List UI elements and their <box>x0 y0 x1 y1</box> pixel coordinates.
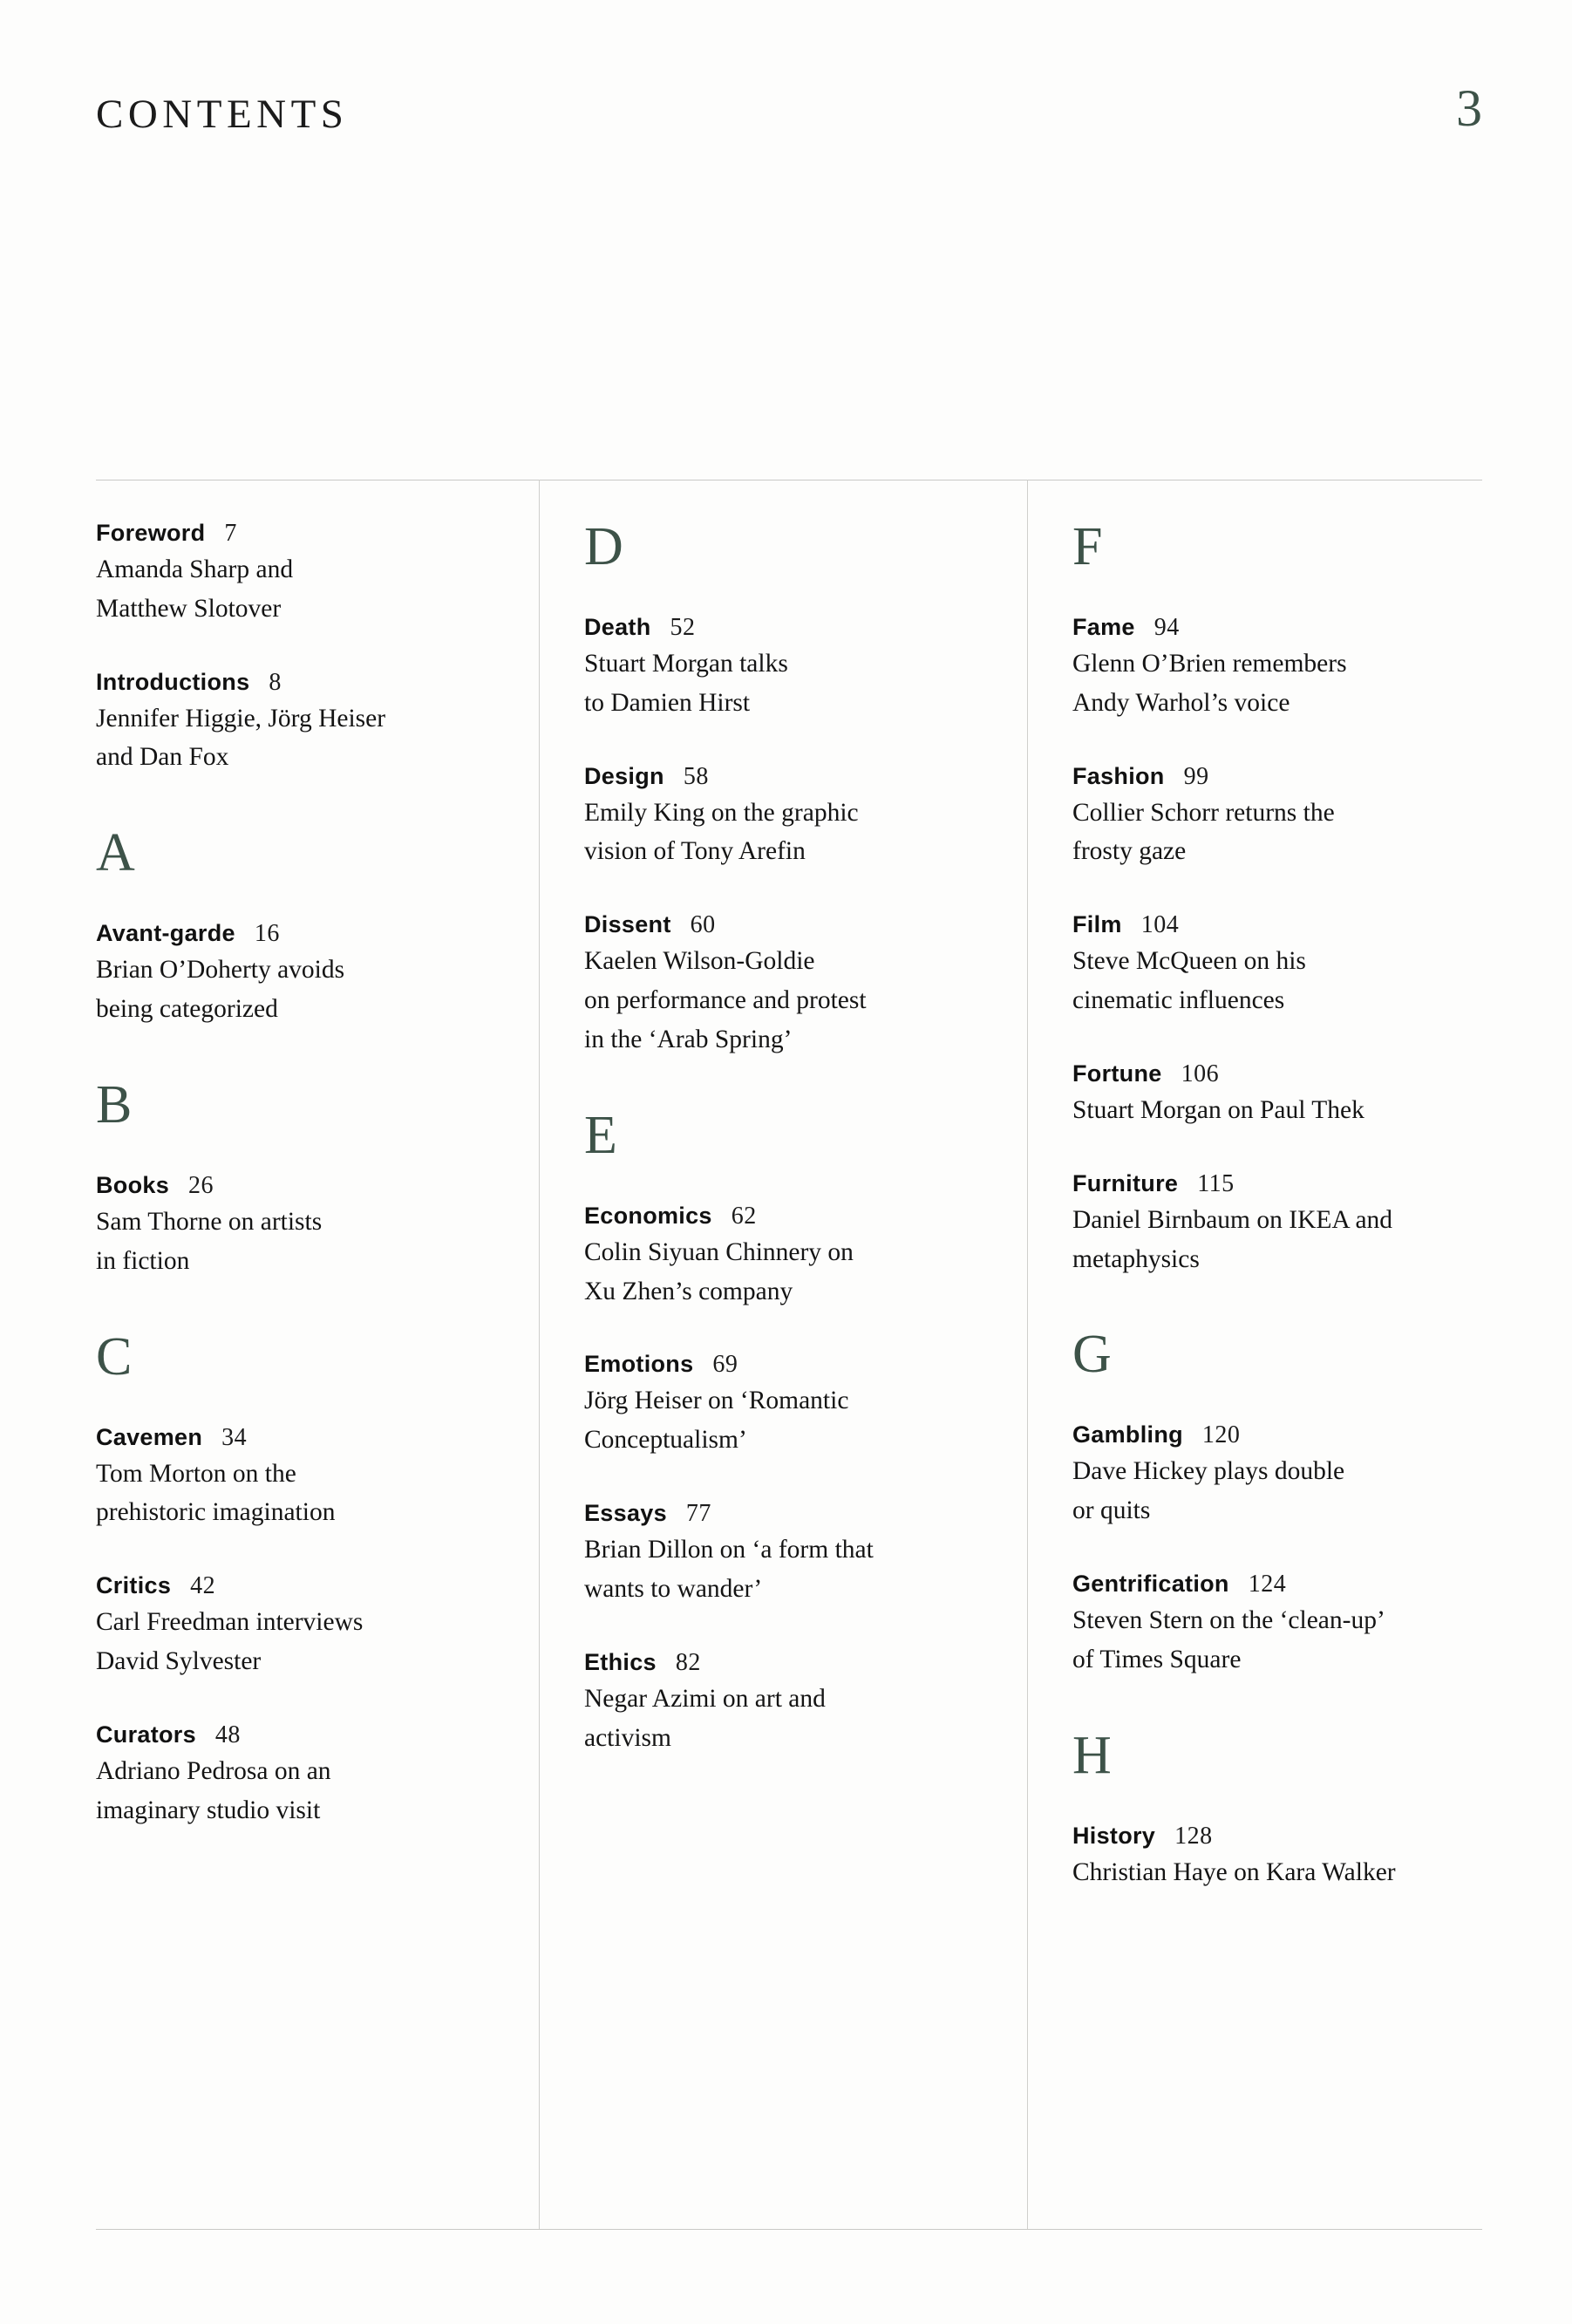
toc-entry-description-line: Negar Azimi on art and <box>584 1684 826 1713</box>
toc-entry-page-number: 128 <box>1174 1822 1213 1850</box>
toc-entry-description-line: metaphysics <box>1072 1244 1200 1273</box>
toc-entry[interactable] <box>1072 911 1515 1020</box>
toc-entry-description-line: Christian Haye on Kara Walker <box>1072 1857 1396 1886</box>
toc-entry-description-line: Stuart Morgan talks <box>584 650 788 678</box>
toc-entry[interactable] <box>96 669 539 778</box>
toc-entry-term: Fortune <box>1072 1060 1162 1087</box>
toc-entry-page-number: 94 <box>1153 614 1180 641</box>
toc-entry-term: Design <box>584 762 664 789</box>
toc-entry-description-line: Amanda Sharp and <box>96 555 294 583</box>
toc-entry-term: Critics <box>96 1572 172 1599</box>
toc-entry-head <box>1072 1060 1515 1088</box>
toc-entry[interactable] <box>584 614 1027 723</box>
toc-entry-description <box>1072 1853 1500 1892</box>
toc-entry-description <box>96 1752 523 1830</box>
toc-entry[interactable] <box>1072 1060 1515 1130</box>
toc-entry-description-line: being categorized <box>96 995 278 1024</box>
toc-entry-head <box>1072 1170 1515 1198</box>
contents-column-2 <box>584 517 1027 1892</box>
toc-entry[interactable] <box>96 520 539 629</box>
toc-entry-page-number: 48 <box>214 1721 241 1748</box>
toc-entry-description <box>96 1455 523 1533</box>
toc-entry-description-line: prehistoric imagination <box>96 1498 336 1527</box>
toc-entry-head <box>584 1351 1027 1379</box>
toc-entry-description-line: imaginary studio visit <box>96 1796 321 1824</box>
letter-heading-b: B <box>96 1074 133 1135</box>
toc-entry-description-line: Steve McQueen on his <box>1072 947 1306 976</box>
toc-entry-page-number: 77 <box>685 1500 711 1528</box>
toc-entry[interactable] <box>1072 763 1515 872</box>
toc-entry-description <box>584 1381 1011 1460</box>
toc-entry-head <box>584 911 1027 939</box>
toc-entry[interactable] <box>584 911 1027 1059</box>
toc-entry-page-number: 99 <box>1183 762 1209 790</box>
toc-entry-description-line: Conceptualism’ <box>584 1426 747 1455</box>
toc-entry-term: Books <box>96 1171 170 1198</box>
toc-entry-page-number: 58 <box>683 762 709 790</box>
toc-entry-description-line: Tom Morton on the <box>96 1459 296 1488</box>
toc-entry-description-line: Dave Hickey plays double <box>1072 1457 1345 1486</box>
letter-heading-e: E <box>584 1105 617 1165</box>
toc-entry-description <box>1072 644 1500 723</box>
toc-entry-description-line: in fiction <box>96 1246 190 1275</box>
toc-entry-page-number: 60 <box>690 911 716 939</box>
bottom-divider-rule <box>96 2229 1482 2230</box>
toc-entry[interactable] <box>584 1351 1027 1460</box>
toc-entry-description-line: Jörg Heiser on ‘Romantic <box>584 1387 849 1415</box>
toc-entry-head <box>96 1424 539 1452</box>
toc-entry-term: Fashion <box>1072 762 1165 789</box>
toc-entry-term: Death <box>584 614 651 640</box>
toc-entry-page-number: 69 <box>712 1351 738 1379</box>
toc-entry-description-line: Brian O’Doherty avoids <box>96 956 345 985</box>
toc-entry[interactable] <box>1072 1823 1515 1892</box>
toc-entry-head <box>584 1203 1027 1230</box>
toc-entry-term: Essays <box>584 1500 667 1527</box>
toc-entry-description <box>584 1233 1011 1312</box>
toc-entry-term: Dissent <box>584 911 671 938</box>
toc-entry-term: Ethics <box>584 1648 657 1675</box>
page-number: 3 <box>1456 79 1482 137</box>
toc-entry-term: Curators <box>96 1721 196 1748</box>
toc-entry-page-number: 106 <box>1181 1060 1220 1087</box>
toc-entry-page-number: 52 <box>670 614 696 641</box>
toc-entry-term: Foreword <box>96 520 206 546</box>
letter-heading-f: F <box>1072 517 1103 576</box>
toc-entry-description-line: wants to wander’ <box>584 1574 763 1603</box>
toc-entry-head <box>1072 1421 1515 1449</box>
toc-entry-page-number: 115 <box>1197 1169 1235 1197</box>
letter-heading-a: A <box>96 823 135 883</box>
toc-entry-description-line: Sam Thorne on artists <box>96 1207 323 1236</box>
toc-entry-description <box>1072 1601 1500 1680</box>
contents-columns <box>96 517 1482 1892</box>
toc-entry[interactable] <box>96 1572 539 1681</box>
toc-entry-page-number: 62 <box>731 1202 757 1230</box>
toc-entry-page-number: 120 <box>1201 1421 1241 1449</box>
toc-entry-term: History <box>1072 1822 1156 1849</box>
toc-entry-page-number: 8 <box>269 668 282 696</box>
toc-entry-description-line: Collier Schorr returns the <box>1072 798 1335 827</box>
toc-entry[interactable] <box>96 1424 539 1533</box>
toc-entry-head <box>96 920 539 948</box>
toc-entry[interactable] <box>96 1172 539 1281</box>
toc-entry-description-line: to Damien Hirst <box>584 688 751 717</box>
toc-entry[interactable] <box>584 1500 1027 1609</box>
toc-entry[interactable] <box>96 1721 539 1830</box>
toc-entry[interactable] <box>1072 1571 1515 1680</box>
toc-entry[interactable] <box>584 1203 1027 1312</box>
toc-entry-description <box>584 1680 1011 1758</box>
letter-heading-h: H <box>1072 1725 1112 1785</box>
toc-entry-description-line: activism <box>584 1723 671 1752</box>
toc-entry-description-line: Glenn O’Brien remembers <box>1072 650 1347 678</box>
toc-entry-description-line: or quits <box>1072 1496 1151 1525</box>
toc-entry-description-line: Daniel Birnbaum on IKEA and <box>1072 1205 1393 1234</box>
toc-entry-page-number: 7 <box>224 520 237 547</box>
toc-entry-description <box>96 699 523 778</box>
letter-heading-g: G <box>1072 1325 1112 1385</box>
toc-entry-page-number: 104 <box>1140 911 1180 939</box>
toc-entry-description-line: vision of Tony Arefin <box>584 837 806 866</box>
toc-entry-page-number: 16 <box>254 920 280 948</box>
toc-entry-description <box>584 644 1011 723</box>
page-title: CONTENTS <box>96 92 349 137</box>
toc-entry-head <box>96 1172 539 1200</box>
toc-entry-description-line: on performance and protest <box>584 986 867 1015</box>
toc-entry-head <box>584 763 1027 791</box>
toc-entry-page-number: 26 <box>188 1171 214 1199</box>
toc-entry-description-line: Brian Dillon on ‘a form that <box>584 1536 874 1564</box>
toc-entry-head <box>1072 614 1515 642</box>
toc-entry-description <box>1072 942 1500 1020</box>
toc-entry-description <box>584 942 1011 1059</box>
toc-entry-description <box>1072 1201 1500 1279</box>
toc-entry-term: Film <box>1072 911 1122 938</box>
toc-entry[interactable] <box>584 763 1027 872</box>
toc-entry-description-line: Andy Warhol’s voice <box>1072 688 1290 717</box>
toc-entry-description <box>1072 1452 1500 1530</box>
toc-entry-description <box>96 951 523 1029</box>
toc-entry-description <box>96 1603 523 1681</box>
toc-entry-description-line: David Sylvester <box>96 1647 262 1676</box>
toc-entry-term: Cavemen <box>96 1423 203 1450</box>
contents-column-3 <box>1072 517 1515 1892</box>
toc-entry-description-line: Matthew Slotover <box>96 594 282 623</box>
page-header <box>96 79 1482 164</box>
toc-entry-head <box>1072 763 1515 791</box>
toc-entry[interactable] <box>1072 1170 1515 1279</box>
toc-entry-description-line: in the ‘Arab Spring’ <box>584 1025 793 1053</box>
toc-entry-term: Emotions <box>584 1351 694 1378</box>
toc-entry-description-line: Emily King on the graphic <box>584 798 859 827</box>
toc-entry[interactable] <box>584 1649 1027 1758</box>
toc-entry-head <box>96 1572 539 1600</box>
toc-entry-description <box>584 794 1011 872</box>
toc-entry-page-number: 124 <box>1248 1571 1287 1598</box>
contents-column-1 <box>96 520 539 1892</box>
toc-entry-description-line: Stuart Morgan on Paul Thek <box>1072 1095 1364 1124</box>
toc-entry-head <box>1072 1823 1515 1850</box>
toc-entry-page-number: 34 <box>221 1423 248 1451</box>
toc-entry-head <box>96 669 539 697</box>
toc-entry-description-line: Adriano Pedrosa on an <box>96 1756 331 1785</box>
toc-entry-description-line: Carl Freedman interviews <box>96 1608 364 1637</box>
toc-entry-term: Introductions <box>96 668 250 695</box>
toc-entry-head <box>584 614 1027 642</box>
toc-entry[interactable] <box>1072 1421 1515 1530</box>
toc-entry-description-line: Xu Zhen’s company <box>584 1277 793 1305</box>
toc-entry-term: Avant-garde <box>96 920 235 947</box>
toc-entry-page-number: 42 <box>190 1572 216 1600</box>
toc-entry-description-line: Steven Stern on the ‘clean-up’ <box>1072 1606 1385 1635</box>
toc-entry-description-line: Colin Siyuan Chinnery on <box>584 1237 854 1266</box>
toc-entry-description <box>96 1203 523 1281</box>
toc-entry-description-line: Kaelen Wilson-Goldie <box>584 947 815 976</box>
toc-entry-term: Fame <box>1072 614 1135 640</box>
toc-entry-description-line: Jennifer Higgie, Jörg Heiser <box>96 704 386 733</box>
toc-entry-description-line: and Dan Fox <box>96 743 229 772</box>
toc-entry-head <box>584 1649 1027 1677</box>
letter-heading-c: C <box>96 1326 133 1387</box>
toc-entry-description-line: frosty gaze <box>1072 837 1187 866</box>
toc-entry-head <box>1072 1571 1515 1598</box>
toc-entry-description <box>1072 794 1500 872</box>
letter-heading-d: D <box>584 517 623 576</box>
toc-entry[interactable] <box>1072 614 1515 723</box>
toc-entry-term: Furniture <box>1072 1169 1179 1196</box>
toc-entry-description-line: cinematic influences <box>1072 986 1285 1015</box>
toc-entry-head <box>96 520 539 548</box>
toc-entry-description <box>1072 1091 1500 1130</box>
toc-entry-head <box>96 1721 539 1749</box>
toc-entry-term: Economics <box>584 1202 712 1229</box>
toc-entry-term: Gentrification <box>1072 1571 1229 1598</box>
toc-entry-head <box>1072 911 1515 939</box>
toc-entry-description-line: of Times Square <box>1072 1645 1242 1673</box>
toc-entry-page-number: 82 <box>675 1648 701 1676</box>
toc-entry-description <box>584 1530 1011 1609</box>
toc-entry-head <box>584 1500 1027 1528</box>
toc-entry[interactable] <box>96 920 539 1029</box>
toc-entry-term: Gambling <box>1072 1421 1183 1448</box>
toc-entry-description <box>96 550 523 629</box>
